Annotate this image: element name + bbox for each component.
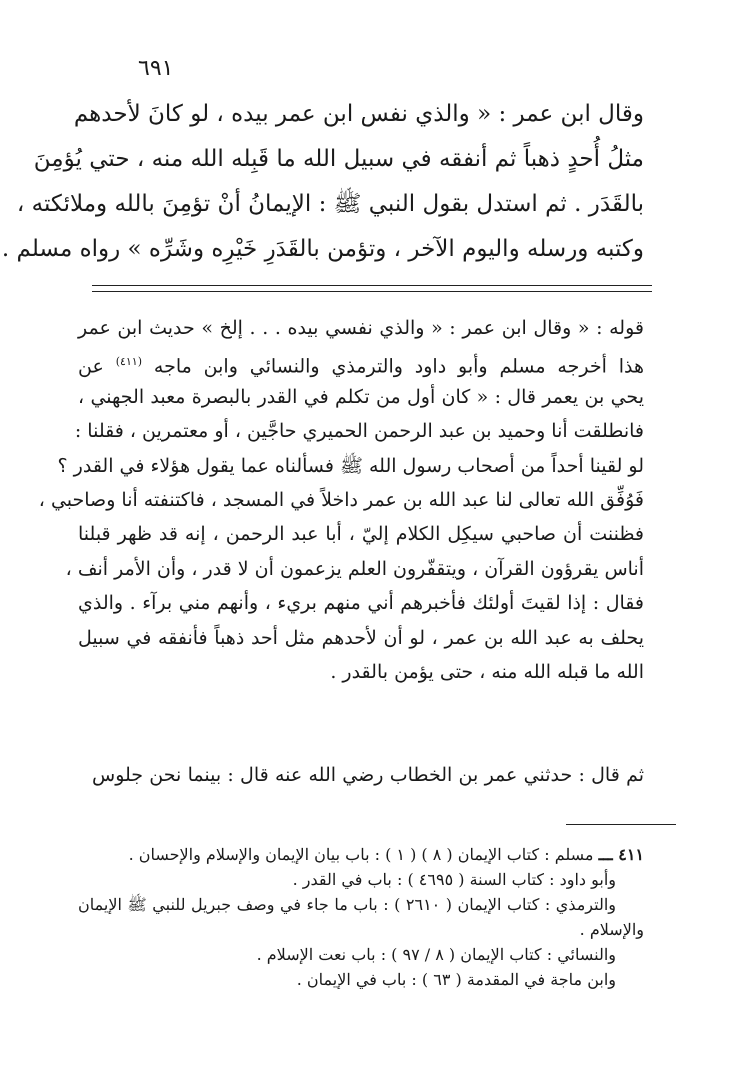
commentary-line: يحي بن يعمر قال : « كان أول من تكلم في القدر بالبصرة معبد الجهني ، — [78, 385, 644, 408]
footnotes — [78, 842, 644, 992]
page-number: ٦٩١ — [138, 56, 174, 81]
commentary-line: لو لقينا أحداً من أصحاب رسول الله ﷺ فسألناه عما يقول هؤلاء في القدر ؟ — [57, 454, 644, 477]
continuation-text — [92, 758, 644, 792]
commentary-line: يحلف به عبد الله بن عمر ، لو أن لأحدهم مثل أحد ذهباً فأنفقه في سبيل — [78, 626, 644, 649]
commentary-line: الله ما قبله الله منه ، حتى يؤمن بالقدر . — [330, 660, 644, 683]
commentary-line-text: هذا أخرجه مسلم وأبو داود والترمذي والنسائي وابن ماجه — [153, 355, 644, 378]
hadith-line: وكتبه ورسله واليوم الآخر ، وتؤمن بالقَدَرِ خَيْرِه وشَرِّه » رواه مسلم . — [1, 236, 644, 262]
footnote-text: مسلم : كتاب الإيمان ( ٨ ) ( ١ ) : باب بيان الإيمان والإسلام والإحسان . — [128, 845, 594, 864]
section-divider — [92, 285, 652, 292]
footnote-number: ٤١١ ـــ — [598, 845, 644, 864]
hadith-line: وقال ابن عمر : « والذي نفس ابن عمر بيده ، لو كانَ لأحدهم — [73, 101, 644, 127]
footnote-reference: (٤١١) — [115, 355, 143, 369]
footnote-line: والإسلام . — [579, 920, 644, 939]
footnote-divider — [566, 824, 676, 825]
footnote-line: وابن ماجة في المقدمة ( ٦٣ ) : باب في الإيمان . — [296, 970, 616, 989]
commentary-line: فظننت أن صاحبي سيكِل الكلام إليّ ، أبا عبد الرحمن ، إنه قد ظهر قبلنا — [78, 523, 644, 546]
continuation-line: ثم قال : حدثني عمر بن الخطاب رضي الله عنه قال : بينما نحن جلوس — [92, 764, 644, 786]
hadith-text — [1, 92, 644, 272]
hadith-line: مثلُ أُحدٍ ذهباً ثم أنفقه في سبيل الله ما قَبِله الله منه ، حتي يُؤمِنَ — [33, 146, 644, 172]
commentary-line: فقال : إذا لقيتَ أولئك فأخبرهم أني منهم بريء ، وأنهم مني برآء . والذي — [78, 592, 644, 615]
commentary-text — [38, 311, 644, 689]
hadith-line: بالقَدَر . ثم استدل بقول النبي ﷺ : الإيمانُ أنْ تؤمِنَ بالله وملائكته ، — [16, 191, 644, 217]
commentary-line: قوله : « وقال ابن عمر : « والذي نفسي بيده . . . إلخ » حديث ابن عمر — [78, 317, 644, 339]
footnote-line: وأبو داود : كتاب السنة ( ٤٦٩٥ ) : باب في القدر . — [292, 870, 616, 889]
footnote-line: والنسائي : كتاب الإيمان ( ٨ / ٩٧ ) : باب نعت الإسلام . — [256, 945, 616, 964]
commentary-line: أناس يقرؤون القرآن ، ويتقفّرون العلم يزعمون أن لا قدر ، وأن الأمر أنف ، — [65, 557, 644, 580]
commentary-line — [78, 345, 644, 379]
commentary-line: فانطلقت أنا وحميد بن عبد الرحمن الحميري حاجَّين ، أو معتمرين ، فقلنا : — [74, 420, 644, 443]
footnote-line — [78, 842, 644, 867]
footnote-line: والترمذي : كتاب الإيمان ( ٢٦١٠ ) : باب ما جاء في وصف جبريل للنبي ﷺ الإيمان — [78, 895, 616, 914]
commentary-line: فَوُفِّق الله تعالى لنا عبد الله بن عمر داخلاً في المسجد ، فاكتنفته أنا وصاحبي ، — [38, 488, 644, 511]
commentary-line-tail: عن — [78, 355, 104, 378]
